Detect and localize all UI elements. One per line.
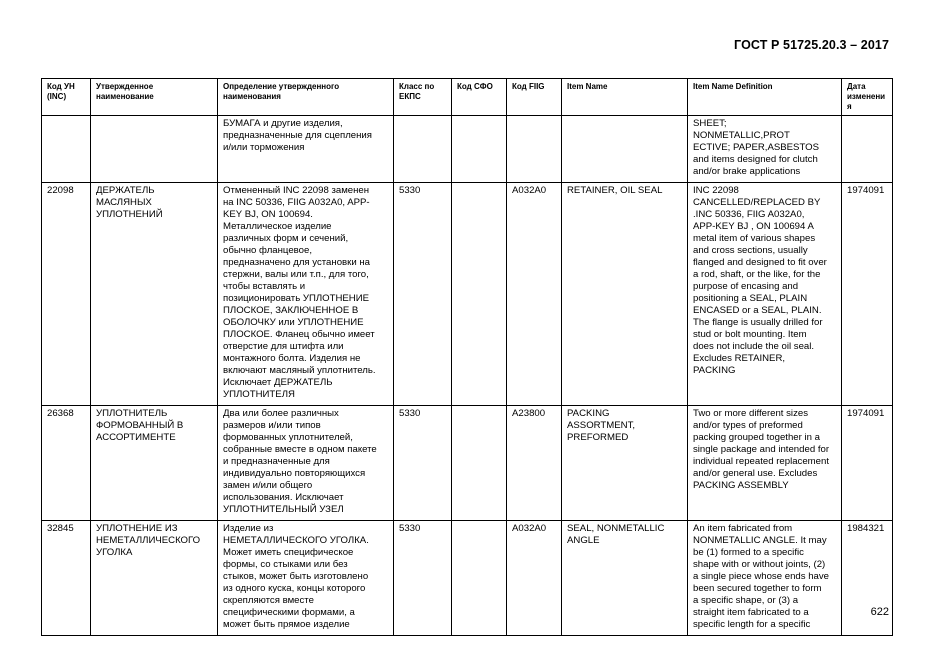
cell-text: SHEET; NONMETALLIC,PROT ECTIVE; PAPER,ASBESTOS and items designed for clutch and/or brake applications	[693, 118, 820, 177]
table-header-row	[42, 79, 893, 116]
cell-text: 32845	[47, 523, 74, 534]
column-header-name-ru: Утвержденное наименование	[91, 79, 218, 116]
cell-fiig	[507, 521, 562, 636]
cell-item-name	[562, 521, 688, 636]
cell-inc	[42, 406, 91, 521]
cell-name-ru	[91, 521, 218, 636]
cell-text: 1984321	[847, 523, 885, 534]
column-header-fiig: Код FIIG	[507, 79, 562, 116]
cell-text: 1974091	[847, 408, 885, 419]
cell-text: SEAL, NONMETALLIC ANGLE	[567, 523, 665, 546]
cell-fiig	[507, 406, 562, 521]
cell-inc	[42, 183, 91, 406]
cell-text: 5330	[399, 185, 421, 196]
nomenclature-table	[41, 78, 893, 636]
cell-item-definition	[688, 406, 842, 521]
cell-text: Отмененный INC 22098 заменен на INC 50336, FIIG A032A0, APP- KEY BJ, ON 100694. Металлическое изделие различных форм и сечений, обычно фланцевое, предназначено для установки на стержни, валы или т.п., для того, чтобы вставлять и позиционировать УПЛОТНЕНИЕ ПЛОСКОЕ, ЗАКЛЮЧЕННОЕ В ОБОЛОЧКУ или УПЛОТНЕНИЕ ПЛОСКОЕ. Фланец обычно имеет отверстие для штифта или монтажного болта. Изделия не включают масляный уплотнитель. Исключает ДЕРЖАТЕЛЬ УПЛОТНИТЕЛЯ	[223, 185, 376, 400]
cell-date	[842, 116, 893, 183]
table-row	[42, 406, 893, 521]
cell-text: An item fabricated from NONMETALLIC ANGLE. It may be (1) formed to a specific shape with or without joints, (2) a single piece whose ends have been secured together to form a specific shape, or (3) a straight item fabricated to a specific length for a specific	[693, 523, 830, 630]
column-header-item-name: Item Name	[562, 79, 688, 116]
cell-name-ru	[91, 183, 218, 406]
table-row	[42, 521, 893, 636]
cell-text: ДЕРЖАТЕЛЬ МАСЛЯНЫХ УПЛОТНЕНИЙ	[96, 185, 163, 220]
cell-text: INC 22098 CANCELLED/REPLACED BY .INC 50336, FIIG A032A0, APP-KEY BJ , ON 100694 A metal item of various shapes and cross sections, usually flanged and designed to fit over a rod, shaft, or the like, for the purpose of encasing and positioning a SEAL, PLAIN ENCASED or a SEAL, PLAIN. The flange is usually drilled for stud or bolt mounting. Item does not include the oil seal. Excludes RETAINER, PACKING	[693, 185, 827, 376]
cell-item-name	[562, 406, 688, 521]
cell-definition-ru	[218, 521, 394, 636]
cell-text: A23800	[512, 408, 546, 419]
cell-definition-ru	[218, 183, 394, 406]
cell-sfo	[452, 406, 507, 521]
cell-text: Two or more different sizes and/or types of preformed packing grouped together in a single package and intended for individual repeated replacement and/or general use. Excludes PACKING ASSEMBLY	[693, 408, 830, 491]
cell-class	[394, 406, 452, 521]
cell-text: 5330	[399, 408, 421, 419]
cell-text: 1974091	[847, 185, 885, 196]
cell-text: 22098	[47, 185, 74, 196]
cell-date	[842, 183, 893, 406]
cell-text: 5330	[399, 523, 421, 534]
cell-item-definition	[688, 183, 842, 406]
column-header-sfo: Код СФО	[452, 79, 507, 116]
document-code: ГОСТ Р 51725.20.3 – 2017	[734, 38, 889, 52]
cell-text: PACKING ASSORTMENT, PREFORMED	[567, 408, 636, 443]
cell-text: A032A0	[512, 185, 547, 196]
cell-text: RETAINER, OIL SEAL	[567, 185, 663, 196]
cell-item-definition	[688, 521, 842, 636]
cell-sfo	[452, 183, 507, 406]
cell-inc	[42, 116, 91, 183]
cell-inc	[42, 521, 91, 636]
cell-fiig	[507, 183, 562, 406]
cell-sfo	[452, 521, 507, 636]
table-row	[42, 116, 893, 183]
cell-class	[394, 116, 452, 183]
cell-text: Изделие из НЕМЕТАЛЛИЧЕСКОГО УГОЛКА. Может иметь специфическое формы, со стыками или без стыков, может быть изготовлено из одного куска, концы которого скрепляются вместе специфическими формами, а может быть прямое изделие	[223, 523, 369, 630]
cell-date	[842, 521, 893, 636]
column-header-date: Дата изменения	[842, 79, 893, 116]
cell-class	[394, 521, 452, 636]
page-number: 622	[870, 606, 889, 618]
column-header-class: Класс по ЕКПС	[394, 79, 452, 116]
column-header-item-definition: Item Name Definition	[688, 79, 842, 116]
cell-sfo	[452, 116, 507, 183]
cell-text: БУМАГА и другие изделия, предназначенные для сцепления и/или торможения	[223, 118, 372, 153]
cell-name-ru	[91, 116, 218, 183]
cell-text: УПЛОТНИТЕЛЬ ФОРМОВАННЫЙ В АССОРТИМЕНТЕ	[96, 408, 184, 443]
cell-text: 26368	[47, 408, 74, 419]
cell-definition-ru	[218, 406, 394, 521]
cell-item-definition	[688, 116, 842, 183]
cell-date	[842, 406, 893, 521]
cell-class	[394, 183, 452, 406]
cell-text: Два или более различных размеров и/или типов формованных уплотнителей, собранные вместе в одном пакете и предназначенные для индивидуально повторяющихся замен и/или общего использования. Исключает УПЛОТНИТЕЛЬНЫЙ УЗЕЛ	[223, 408, 377, 515]
cell-item-name	[562, 183, 688, 406]
cell-definition-ru	[218, 116, 394, 183]
cell-text: A032A0	[512, 523, 547, 534]
cell-fiig	[507, 116, 562, 183]
cell-item-name	[562, 116, 688, 183]
cell-text: УПЛОТНЕНИЕ ИЗ НЕМЕТАЛЛИЧЕСКОГО УГОЛКА	[96, 523, 201, 558]
column-header-definition-ru: Определение утвержденного наименования	[218, 79, 394, 116]
column-header-inc: Код УН (INC)	[42, 79, 91, 116]
cell-name-ru	[91, 406, 218, 521]
table-row	[42, 183, 893, 406]
